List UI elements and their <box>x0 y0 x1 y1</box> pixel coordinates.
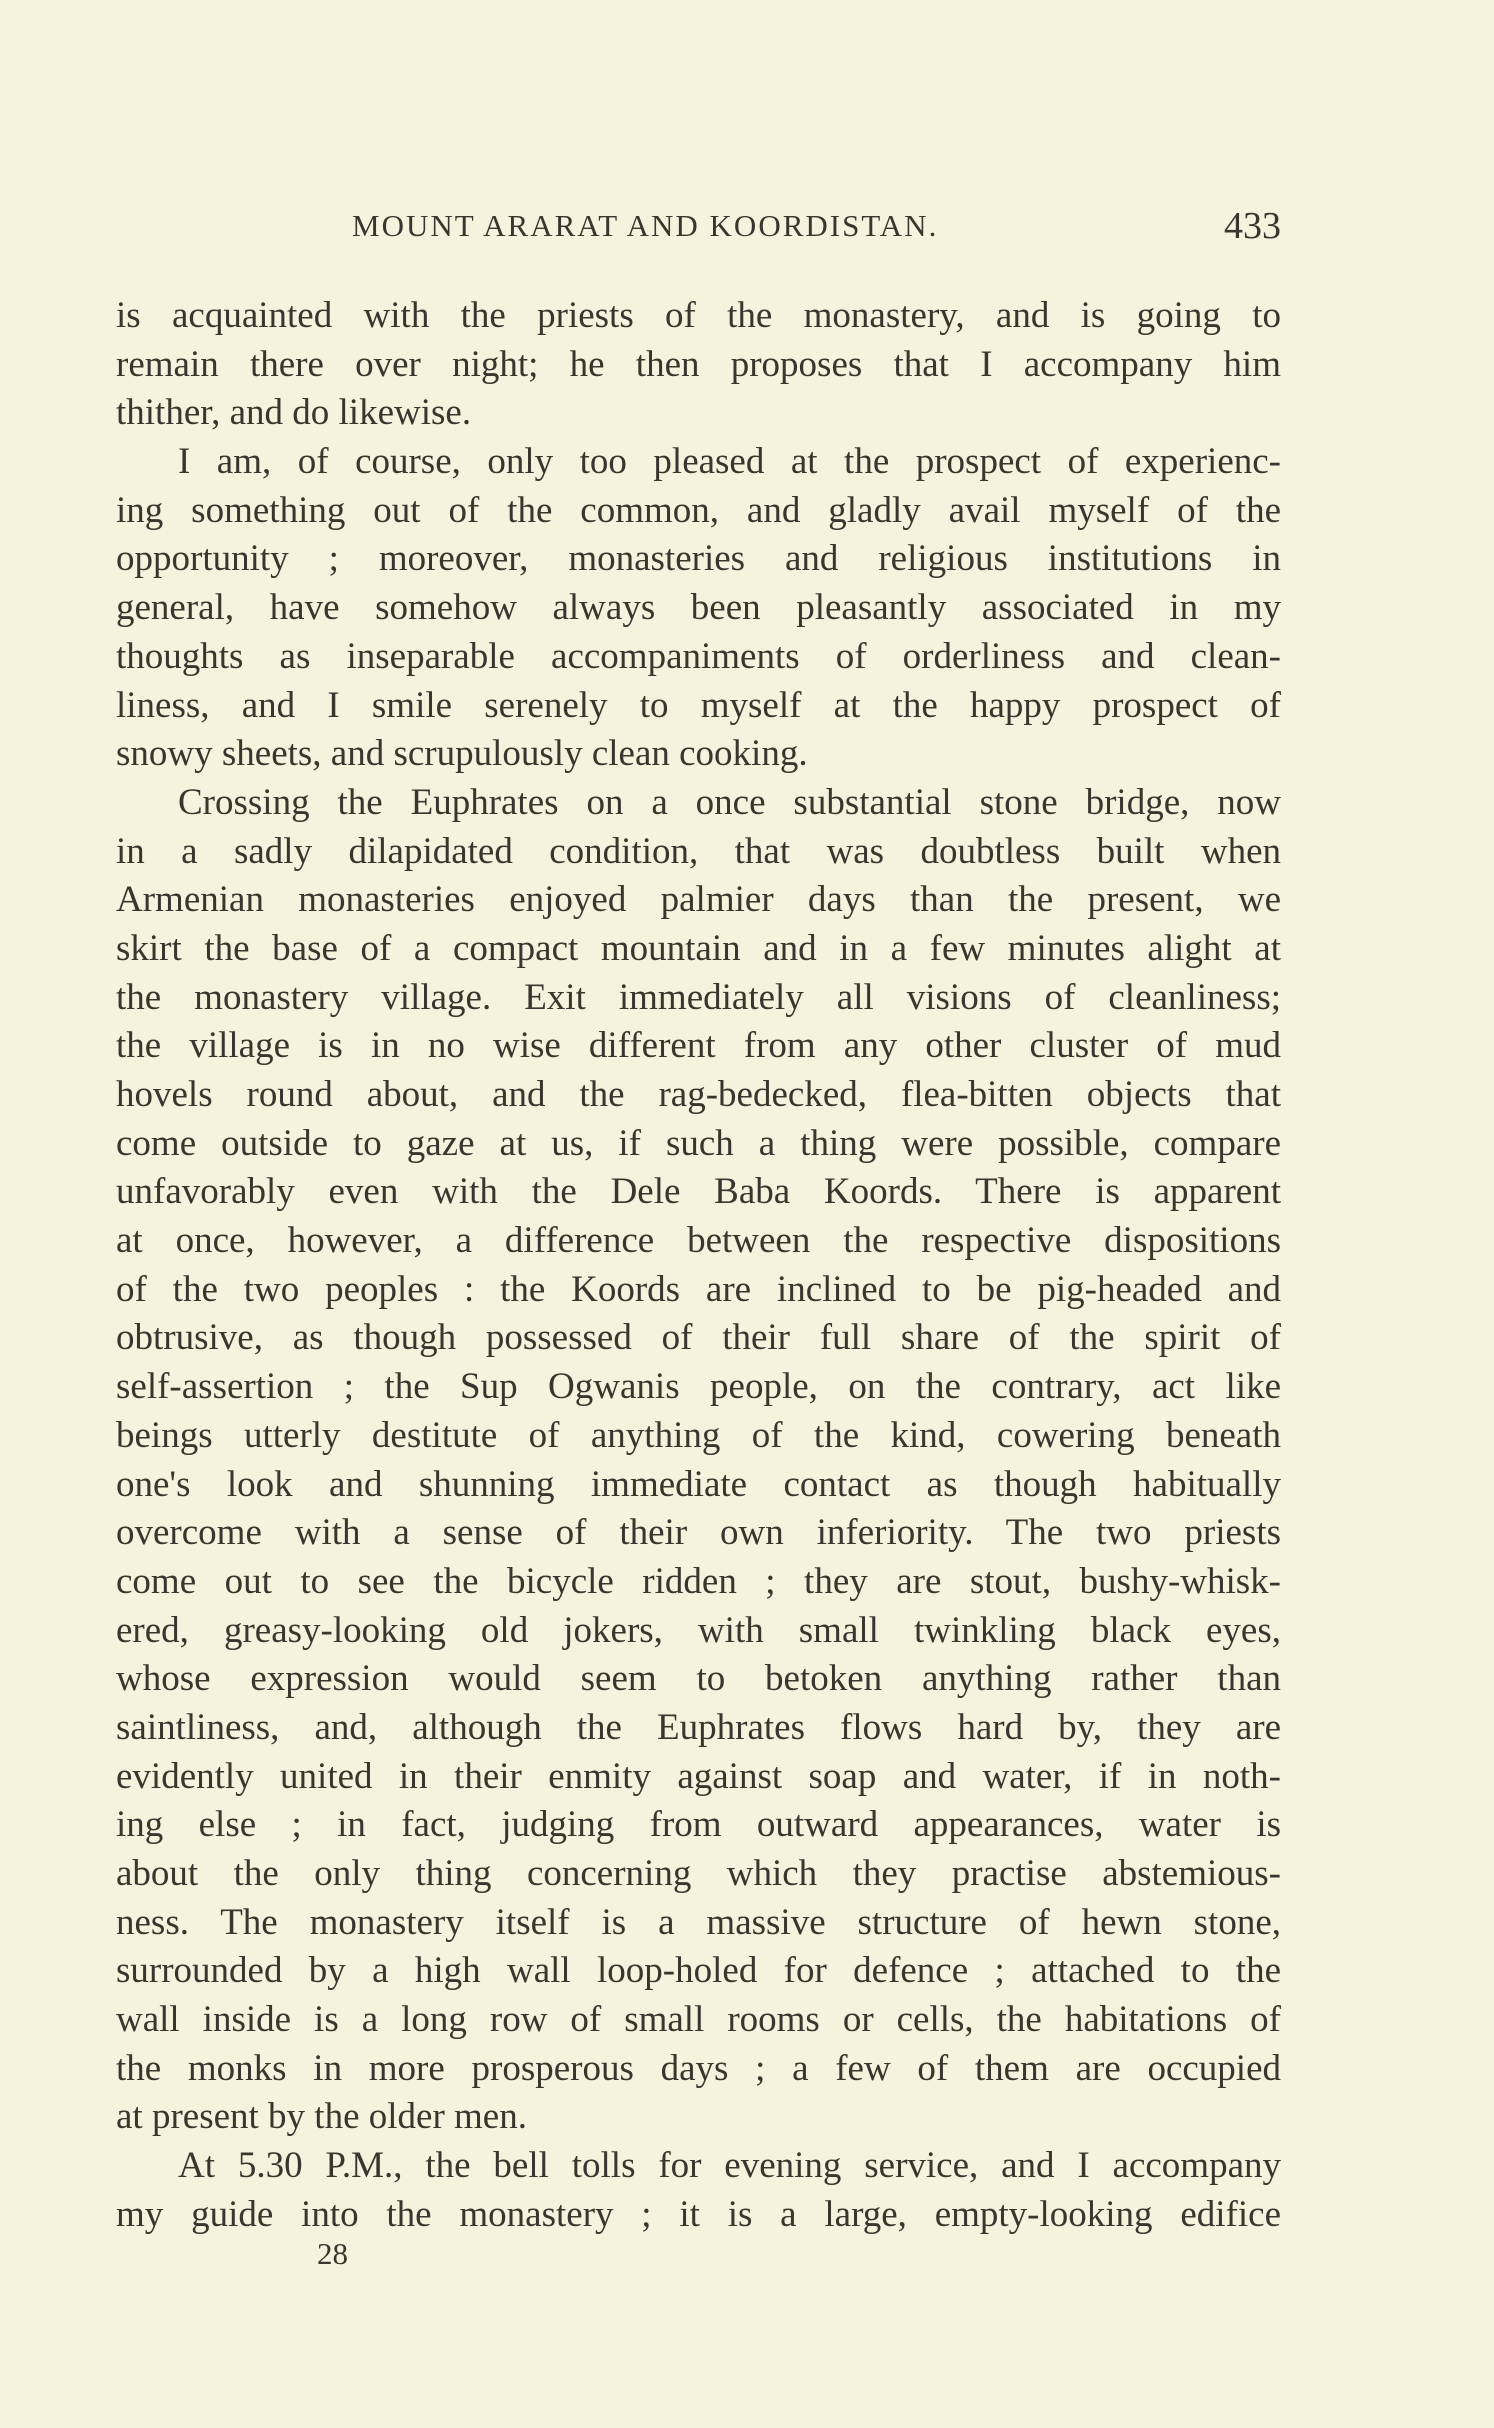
text-line: evidently united in their enmity against soap and water, if in noth- <box>116 1755 1281 1797</box>
text-line: the village is in no wise different from any other cluster of mud <box>116 1025 1281 1067</box>
text-line: Crossing the Euphrates on a once substantial stone bridge, now <box>178 781 1281 823</box>
text-line: whose expression would seem to betoken anything rather than <box>116 1658 1281 1700</box>
text-line: remain there over night; he then proposes that I accompany him <box>116 343 1281 385</box>
text-line: self-assertion ; the Sup Ogwanis people, on the contrary, act like <box>116 1366 1281 1408</box>
text-line: of the two peoples : the Koords are inclined to be pig-headed and <box>116 1268 1281 1310</box>
text-line: skirt the base of a compact mountain and in a few minutes alight at <box>116 927 1281 969</box>
text-line: saintliness, and, although the Euphrates flows hard by, they are <box>116 1706 1281 1748</box>
body-text <box>116 292 1281 2240</box>
text-line: opportunity ; moreover, monasteries and religious institutions in <box>116 538 1281 580</box>
text-line: unfavorably even with the Dele Baba Koords. There is apparent <box>116 1171 1281 1213</box>
text-line: At 5.30 P.M., the bell tolls for evening service, and I accompany <box>178 2145 1281 2187</box>
text-line: ness. The monastery itself is a massive structure of hewn stone, <box>116 1901 1281 1943</box>
text-line: come out to see the bicycle ridden ; they are stout, bushy-whisk- <box>116 1560 1281 1602</box>
text-line: the monks in more prosperous days ; a few of them are occupied <box>116 2047 1281 2089</box>
text-line: liness, and I smile serenely to myself at the happy prospect of <box>116 684 1281 726</box>
text-line: wall inside is a long row of small rooms or cells, the habitations of <box>116 1999 1281 2041</box>
text-line: one's look and shunning immediate contact as though habitually <box>116 1463 1281 1505</box>
text-line: ing else ; in fact, judging from outward appearances, water is <box>116 1804 1281 1846</box>
text-line: I am, of course, only too pleased at the prospect of experienc- <box>178 441 1281 483</box>
text-line: at present by the older men. <box>116 2096 527 2138</box>
text-line: overcome with a sense of their own inferiority. The two priests <box>116 1512 1281 1554</box>
text-line: is acquainted with the priests of the monastery, and is going to <box>116 295 1281 336</box>
running-title: MOUNT ARARAT AND KOORDISTAN. <box>352 208 939 243</box>
text-line: Armenian monasteries enjoyed palmier days than the present, we <box>116 879 1281 921</box>
text-line: in a sadly dilapidated condition, that was doubtless built when <box>116 830 1281 872</box>
running-header <box>116 205 1281 258</box>
text-line: about the only thing concerning which they practise abstemious- <box>116 1853 1281 1894</box>
text-line: thither, and do likewise. <box>116 392 472 434</box>
text-line: the monastery village. Exit immediately all visions of cleanliness; <box>116 976 1281 1018</box>
text-line: obtrusive, as though possessed of their full share of the spirit of <box>116 1317 1281 1359</box>
text-line: hovels round about, and the rag-bedecked, flea-bitten objects that <box>116 1074 1281 1115</box>
text-line: come outside to gaze at us, if such a thing were possible, compare <box>116 1122 1281 1164</box>
text-line: ing something out of the common, and gladly avail myself of the <box>116 489 1281 531</box>
text-line: thoughts as inseparable accompaniments of orderliness and clean- <box>116 635 1281 677</box>
text-line: ered, greasy-looking old jokers, with small twinkling black eyes, <box>116 1609 1281 1651</box>
text-line: beings utterly destitute of anything of the kind, cowering beneath <box>116 1414 1281 1456</box>
text-line: surrounded by a high wall loop-holed for defence ; attached to the <box>116 1950 1281 1992</box>
text-line: general, have somehow always been pleasantly associated in my <box>116 587 1281 629</box>
text-line: my guide into the monastery ; it is a large, empty-looking edifice <box>116 2193 1281 2235</box>
text-line: snowy sheets, and scrupulously clean cooking. <box>116 733 808 775</box>
text-line: at once, however, a difference between the respective dispositions <box>116 1220 1281 1262</box>
signature-mark: 28 <box>317 2236 348 2271</box>
page-number: 433 <box>1224 205 1281 247</box>
